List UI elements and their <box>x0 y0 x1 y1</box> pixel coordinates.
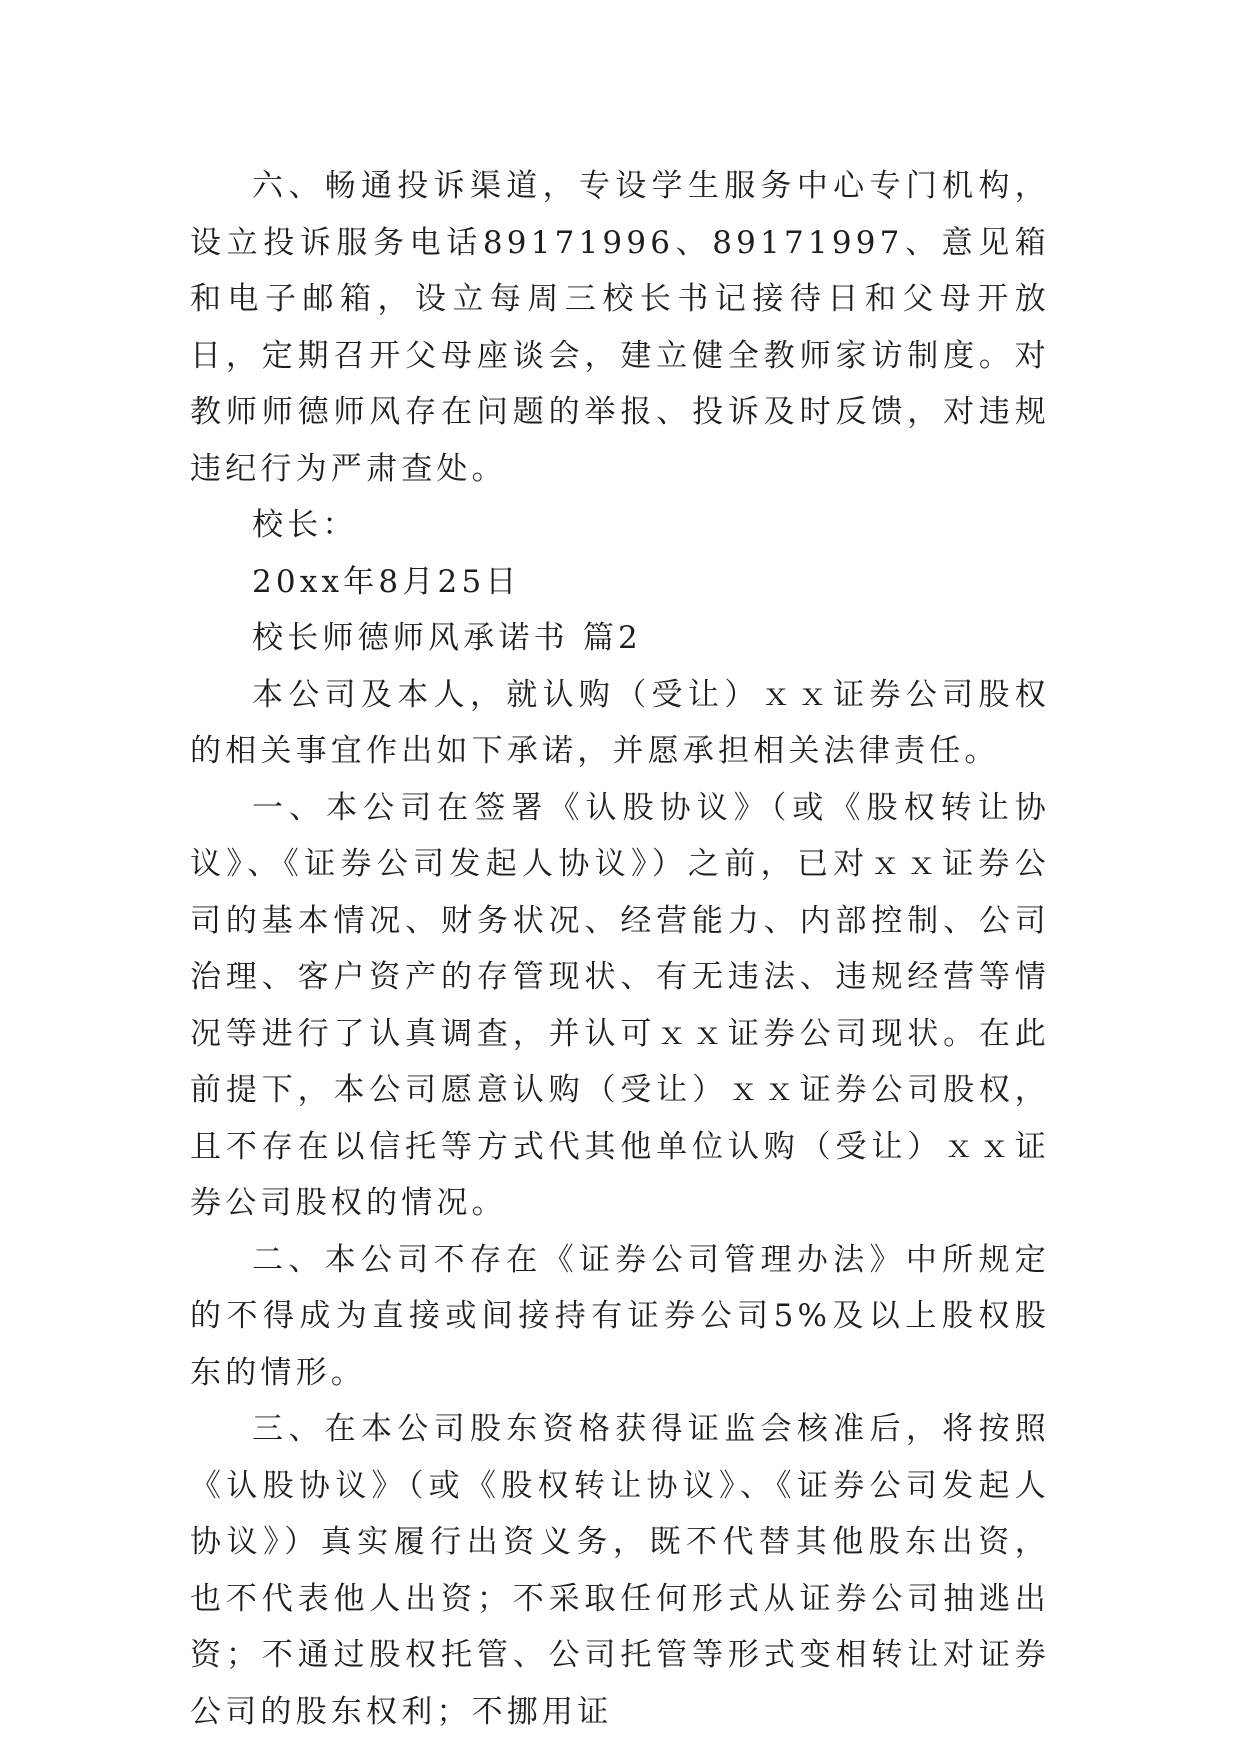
paragraph-item-3: 三、在本公司股东资格获得证监会核准后，将按照《认股协议》（或《股权转让协议》、《证券公司发起人协议》）真实履行出资义务，既不代替其他股东出资，也不代表他人出资；不采取任何形式从证券公司抽逃出资；不通过股权托管、公司托管等形式变相转让对证券公司的股东权利；不挪用证 <box>190 1411 1050 1730</box>
paragraph-item-1: 一、本公司在签署《认股协议》（或《股权转让协议》、《证券公司发起人协议》）之前，已对ｘｘ证券公司的基本情况、财务状况、经营能力、内部控制、公司治理、客户资产的存管现状、有无违法、违规经营等情况等进行了认真调查，并认可ｘｘ证券公司现状。在此前提下，本公司愿意认购（受让）ｘｘ证券公司股权，且不存在以信托等方式代其他单位认购（受让）ｘｘ证券公司股权的情况。 <box>190 789 1050 1221</box>
section-title: 校长师德师风承诺书 篇2 <box>252 620 642 656</box>
paragraph-item-2: 二、本公司不存在《证券公司管理办法》中所规定的不得成为直接或间接持有证券公司5%及以上股权股东的情形。 <box>190 1241 1050 1391</box>
document-body <box>190 158 1050 1740</box>
paragraph-intro: 本公司及本人，就认购（受让）ｘｘ证券公司股权的相关事宜作出如下承诺，并愿承担相关法律责任。 <box>190 676 1050 769</box>
document-date: 20xx年8月25日 <box>252 563 521 600</box>
signature-principal: 校长： <box>252 507 358 543</box>
paragraph-complaint-channels: 六、畅通投诉渠道，专设学生服务中心专门机构，设立投诉服务电话89171996、89171997、意见箱和电子邮箱，设立每周三校长书记接待日和父母开放日，定期召开父母座谈会，建立健全教师家访制度。对教师师德师风存在问题的举报、投诉及时反馈，对违规违纪行为严肃查处。 <box>190 168 1050 487</box>
